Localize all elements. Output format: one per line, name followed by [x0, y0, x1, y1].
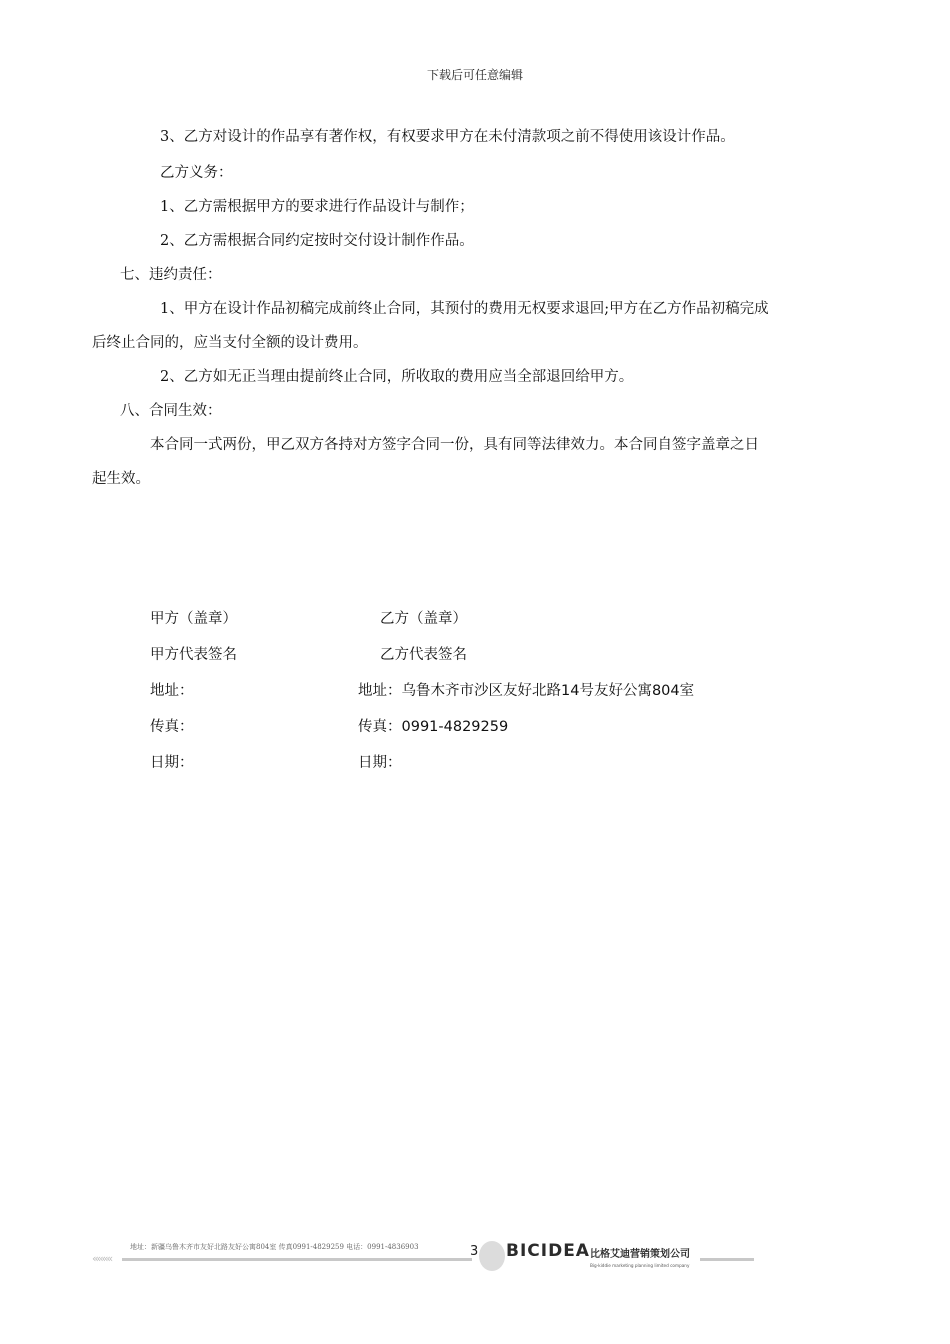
party-b-seal-label: 乙方（盖章）: [380, 611, 467, 627]
party-b-fax-label: 传真：: [358, 719, 402, 735]
section-heading-effective: 八、合同生效：: [120, 403, 222, 419]
company-logo-icon: [478, 1234, 708, 1274]
chevron-decoration-icon: ‹‹‹‹‹‹‹‹: [92, 1252, 112, 1265]
logo-brand-text: BICIDEA: [506, 1241, 590, 1261]
party-a-rep-label: 甲方代表签名: [150, 647, 237, 663]
footer-divider-right: [700, 1258, 754, 1261]
logo-company-cn: 比格艾迪营销策划公司: [590, 1249, 690, 1260]
party-a-seal-label: 甲方（盖章）: [150, 611, 237, 627]
party-b-fax: [358, 717, 508, 737]
party-b-date-label: 日期：: [358, 755, 402, 771]
paragraph-party-b-duties-title: 乙方义务：: [160, 165, 233, 181]
party-b-address-label: 地址：: [358, 683, 402, 699]
section-heading-breach: 七、违约责任：: [120, 267, 222, 283]
party-a-date-label: 日期：: [150, 755, 194, 771]
party-b-address-value-3: 号友好公寓: [579, 683, 652, 699]
paragraph-copyright: 3、乙方对设计的作品享有著作权，有权要求甲方在未付清款项之前不得使用该设计作品。: [160, 129, 735, 145]
party-b-address-value-2: 14: [561, 683, 580, 699]
party-a-fax-label: 传真：: [150, 719, 194, 735]
footer-contact-info: 地址：新疆乌鲁木齐市友好北路友好公寓804室 传真0991-4829259 电话：0991-4836903: [130, 1243, 419, 1251]
page-header: 下载后可任意编辑: [426, 68, 523, 82]
party-b-rep-label: 乙方代表签名: [380, 647, 467, 663]
page-number: 3: [470, 1244, 479, 1259]
party-b-address-value-5: 室: [679, 683, 695, 699]
party-b-fax-value: 0991-4829259: [401, 719, 509, 735]
paragraph-breach-1-line-2: 后终止合同的，应当支付全额的设计费用。: [92, 335, 368, 351]
party-b-address-value-1: 乌鲁木齐市沙区友好北路: [401, 683, 561, 699]
paragraph-duty-1: 1、乙方需根据甲方的要求进行作品设计与制作；: [160, 199, 474, 215]
party-b-address: [358, 681, 694, 701]
page-footer: [0, 1230, 950, 1290]
footer-divider-left: [122, 1258, 472, 1261]
paragraph-effective-line-1: 本合同一式两份，甲乙双方各持对方签字合同一份，具有同等法律效力。本合同自签字盖章之日: [150, 437, 759, 453]
party-a-address-label: 地址：: [150, 683, 194, 699]
party-b-address-value-4: 804: [651, 683, 680, 699]
paragraph-duty-2: 2、乙方需根据合同约定按时交付设计制作作品。: [160, 233, 474, 249]
logo-company-en: Big-kiddie marketing planning limited company: [590, 1263, 690, 1268]
paragraph-effective-line-2: 起生效。: [92, 471, 150, 487]
paragraph-breach-2: 2、乙方如无正当理由提前终止合同，所收取的费用应当全部退回给甲方。: [160, 369, 634, 385]
paragraph-breach-1-line-1: 1、甲方在设计作品初稿完成前终止合同，其预付的费用无权要求退回;甲方在乙方作品初稿完成: [160, 301, 769, 317]
